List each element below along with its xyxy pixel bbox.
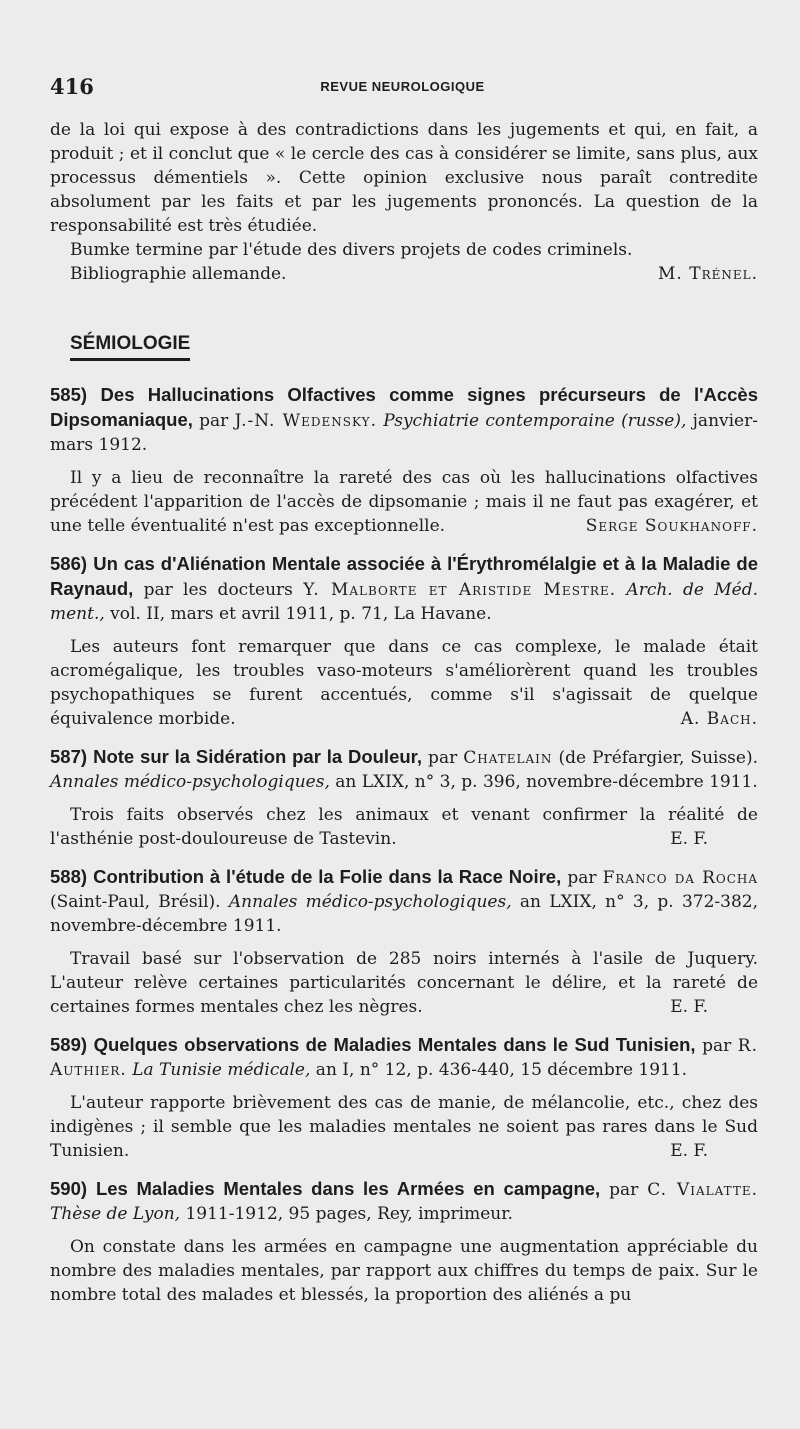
- entry-summary: Trois faits observés chez les animaux et venant confirmer la réalité de l'asthénie post-douloureuse de Tastevin.: [50, 805, 758, 849]
- abstract-entry: [50, 383, 758, 538]
- entry-title: Contribution à l'étude de la Folie dans la Race Noire,: [93, 866, 562, 887]
- abstract-entry: [50, 865, 758, 1019]
- entry-heading: [50, 1177, 758, 1226]
- intro-paragraph: de la loi qui expose à des contradictions dans les jugements et qui, en fait, a produit ; et il conclut que « le cercle des cas à considérer se limite, sans plus, aux processus démentiels ». Cette opinion exclusive nous paraît contredite absolument par les faits et par les jugements prononcés. La question de la responsabilité est très étudiée.: [50, 120, 758, 236]
- page-number: 416: [50, 74, 94, 99]
- entry-title: Les Maladies Mentales dans les Armées en campagne,: [95, 1178, 601, 1199]
- entry-number: 587): [50, 746, 88, 767]
- entry-heading: [50, 865, 758, 938]
- entry-par: par les docteurs: [133, 580, 304, 600]
- entry-par: par: [421, 748, 464, 768]
- entry-details: janvier-mars 1912.: [50, 411, 758, 455]
- entry-journal: Psychiatrie contemporaine (russe),: [376, 411, 687, 431]
- entry-number: 590): [50, 1178, 88, 1199]
- entry-par: par: [600, 1180, 648, 1200]
- abstract-entry: [50, 1177, 758, 1307]
- entry-number: 589): [50, 1034, 88, 1055]
- entry-details: vol. II, mars et avril 1911, p. 71, La Havane.: [104, 604, 492, 624]
- entry-authors: Chatelain: [463, 748, 553, 768]
- entry-title: Un cas d'Aliénation Mentale associée à l'Érythromélalgie et à la Maladie de Raynaud,: [50, 553, 758, 599]
- entry-authors: C. Vialatte.: [647, 1180, 758, 1200]
- entry-summary: Il y a lieu de reconnaître la rareté des cas où les hallucinations olfactives précédent l'apparition de l'accès de dipsomanie ; mais il ne faut pas exagérer, et une telle éventualité n'est pas exceptionnelle.: [50, 468, 758, 536]
- entry-signature-line: [50, 1139, 758, 1163]
- abstract-entry: [50, 552, 758, 731]
- entry-title: Note sur la Sidération par la Douleur,: [93, 746, 422, 767]
- signature: E. F.: [670, 829, 708, 849]
- entry-heading: [50, 552, 758, 626]
- entry-par: par: [695, 1036, 738, 1056]
- entry-heading: [50, 383, 758, 457]
- entry-journal: Thèse de Lyon,: [50, 1204, 181, 1224]
- abstract-entry: [50, 745, 758, 851]
- entry-details: 1911-1912, 95 pages, Rey, imprimeur.: [180, 1204, 513, 1224]
- entry-journal: Annales médico-psychologiques,: [220, 892, 512, 912]
- page-body: [50, 118, 758, 1307]
- entry-authors: Franco da Rocha: [602, 868, 759, 888]
- entry-details-pre: (Saint-Paul, Brésil).: [50, 892, 221, 912]
- entry-number: 588): [50, 866, 88, 887]
- signature: M. Trénel.: [658, 264, 758, 284]
- entry-number: 586): [50, 553, 88, 574]
- entry-authors: R. Authier.: [50, 1036, 758, 1080]
- intro-bibliography: Bibliographie allemande.: [70, 264, 287, 284]
- entry-details: an LXIX, n° 3, p. 372-382, novembre-décembre 1911.: [50, 892, 758, 936]
- page-header: [50, 74, 755, 104]
- entry-par: par: [192, 411, 235, 431]
- signature: A. Bach.: [680, 709, 758, 729]
- signature: Serge Soukhanoff.: [585, 516, 758, 536]
- entry-details-pre: (de Préfargier, Suisse).: [552, 748, 758, 768]
- intro-signature-line: [50, 262, 758, 286]
- entry-heading: [50, 1033, 758, 1082]
- entry-journal: La Tunisie médicale,: [126, 1060, 311, 1080]
- entry-title: Des Hallucinations Olfactives comme signes précurseurs de l'Accès Dipsomaniaque,: [50, 384, 759, 430]
- entry-summary: Travail basé sur l'observation de 285 noirs internés à l'asile de Juquery. L'auteur relève certaines particularités concernant le délire, et la rareté de certaines formes mentales chez les nègres.: [50, 949, 758, 1017]
- entry-summary: Les auteurs font remarquer que dans ce cas complexe, le malade était acromégalique, les troubles vaso-moteurs s'améliorèrent quand les troubles psychopathiques se furent accentués, comme s'il s'agissait de quelque équivalence morbide.: [50, 637, 758, 729]
- signature: E. F.: [670, 1141, 708, 1161]
- entry-journal: Arch. de Méd. ment.,: [50, 580, 759, 624]
- signature: E. F.: [670, 997, 708, 1017]
- intro-paragraph: Bumke termine par l'étude des divers projets de codes criminels.: [70, 240, 633, 260]
- entry-par: par: [561, 868, 603, 888]
- running-title: REVUE NEUROLOGIQUE: [320, 79, 485, 94]
- entry-heading: [50, 745, 758, 794]
- entry-details: an I, n° 12, p. 436-440, 15 décembre 1911.: [310, 1060, 688, 1080]
- entry-number: 585): [50, 384, 88, 405]
- entry-summary: On constate dans les armées en campagne une augmentation appréciable du nombre des maladies mentales, par rapport aux chiffres du temps de paix. Sur le nombre total des malades et blessés, la proportion des aliénés a pu: [50, 1237, 758, 1305]
- entry-title: Quelques observations de Maladies Mentales dans le Sud Tunisien,: [93, 1034, 696, 1055]
- section-title: SÉMIOLOGIE: [70, 332, 190, 361]
- entry-authors: J.-N. Wedensky.: [234, 411, 377, 431]
- entry-authors: Y. Malborte et Aristide Mestre.: [303, 580, 617, 600]
- abstract-entry: [50, 1033, 758, 1163]
- entry-details: an LXIX, n° 3, p. 396, novembre-décembre 1911.: [329, 772, 758, 792]
- entry-summary: L'auteur rapporte brièvement des cas de manie, de mélancolie, etc., chez des indigènes ; il semble que les maladies mentales ne soient pas rares dans le Sud Tunisien.: [50, 1093, 758, 1161]
- entry-journal: Annales médico-psychologiques,: [50, 772, 330, 792]
